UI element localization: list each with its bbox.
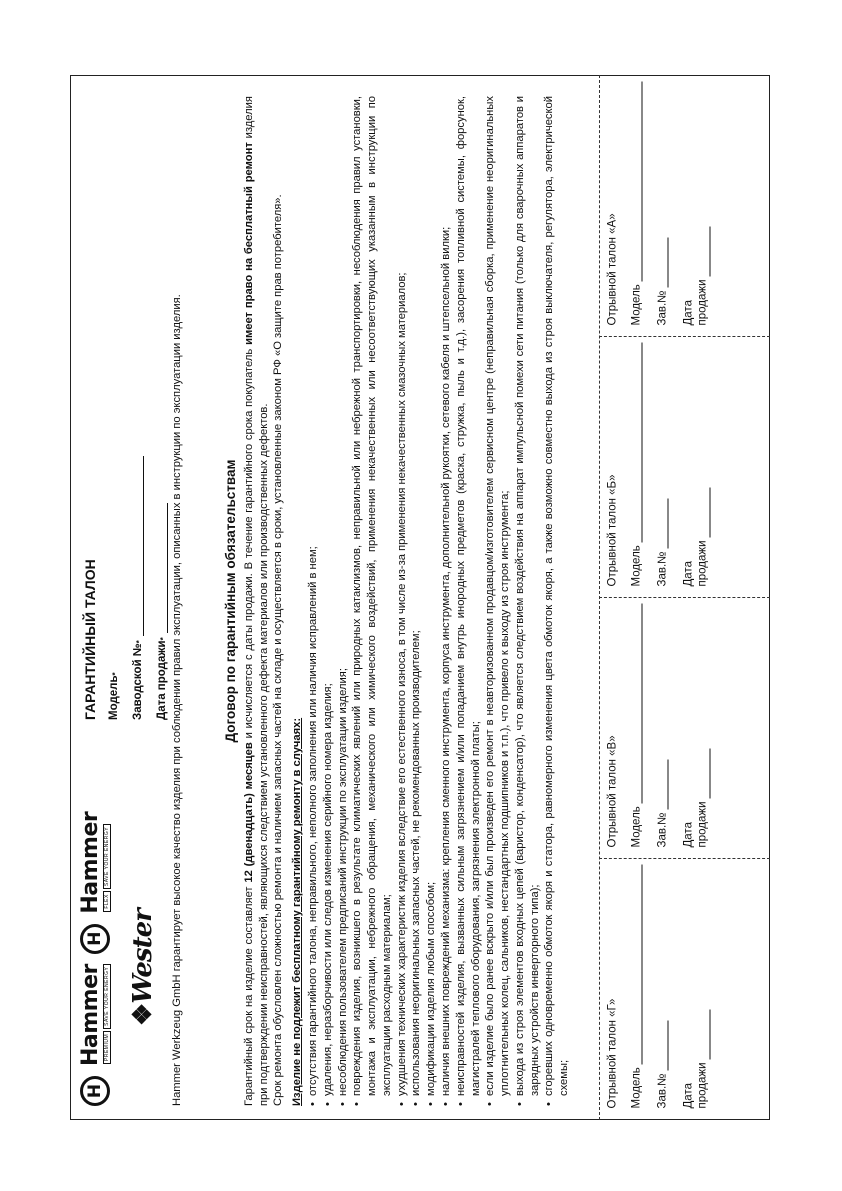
stub-b: Отрывной талон «Б» Модель Зав.№ Дата продажи [599,337,770,597]
list-item: • сгоревших одновременно обмоток якоря и статора, равномерного изменения цвета обмоток якоря, а также возможно совместно выхода из строя выключателя, регулятора, электрической схемы; [542,96,572,1106]
contract-body [222,96,572,1106]
contract-paragraph-2: Срок ремонта обусловлен сложностью ремонта и наличием запасных частей на складе и осуществляется в сроки, установленные законом РФ «О защите прав потребителя». [272,194,285,1106]
contract-paragraph-1: Гарантийный срок на изделие составляет 12 (двенадцать) месяцев и исчисляется с даты продажи. В течение гарантийного срока покупатель имеет право на бесплатный ремонт изделия при подтверждении неисправностей, являющихся следствием установленного дефекта материалов или производственных дефектов. [242,96,270,1106]
list-item: • повреждения изделия, возникшего в результате климатических явлений или природных катаклизмов, неправильной или небрежной транспортировки, несоблюдения правил установки, монтажа и эксплуатации, небрежного обращения, механического или химического воздействий, применения некачественных или несоответствующих указанным в инструкции по эксплуатации расходным материалам; [350,96,394,1106]
intro-text: Hammer Werkzeug GmbH гарантирует высокое качество изделия при соблюдении правил эксплуатации, описанных в инструкции по эксплуатации изделия. [171,294,183,1106]
stub-v: Отрывной талон «В» Модель Зав.№ Дата продажи [599,598,770,858]
hammer-flex-logo: Hammer FLEXSAVE YOUR ENERGY [78,811,110,914]
list-item: • модификации изделия любым способом; [424,96,439,1106]
brand-logos [80,806,160,1106]
date-field: Дата продажи * [156,120,168,720]
hammer-logo-icon: H [80,1076,110,1106]
list-item: • несоблюдения пользователем предписаний инструкции по эксплуатации изделия; [336,96,351,1106]
stub-a: Отрывной талон «А» Модель Зав.№ Дата продажи [599,76,770,336]
serial-field: Заводской № * [132,120,144,720]
wester-logo: ❖Wester [128,909,158,1026]
stub-g: Отрывной талон «Г» Модель Зав.№ Дата продажи [599,859,770,1119]
title-block [82,120,168,720]
list-item: • использования неоригинальных запасных частей, не рекомендованных производителем; [409,96,424,1106]
list-item: • ухудшения технических характеристик изделия вследствие его естественного износа, в том числе из-за применения некачественных смазочных материалов; [395,96,410,1106]
exclusions-list [306,96,572,1106]
list-item: • удаления, неразборчивости или следов изменения серийного номера изделия; [321,96,336,1106]
hammer-premium-logo: Hammer PREMIUMSAVE YOUR ENERGY [78,964,110,1066]
list-item: • наличия внешних повреждений механизма: крепления сменного инструмента, корпуса инструмента, дополнительной рукоятки, сетевого кабеля и штепсельной вилки; [439,96,454,1106]
exclusions-heading: Изделие не подлежит бесплатному гарантийному ремонту в случаях: [291,717,304,1106]
list-item: • выхода из строя элементов входных цепей (варистор, конденсатор), что является следствием воздействия на аппарат импульсной помехи сети питания (только для сварочных аппаратов и зарядных устройств инверторного типа); [513,96,543,1106]
list-item: • неисправностей изделия, вызванных сильным загрязнением и/или попаданием внутрь инородных предметов (краска, стружка, пыль и т.д.), засорения топливной системы, форсунок, магистралей теплового оборудования, загрязнения электронной платы; [454,96,484,1106]
list-item: • отсутствия гарантийного талона, неправильного, неполного заполнения или наличия исправлений в нем; [306,96,321,1106]
contract-heading: Договор по гарантийным обязательствам [223,459,238,743]
page-title: ГАРАНТИЙНЫЙ ТАЛОН [82,559,98,720]
hammer-logo-icon: H [80,924,110,954]
list-item: • если изделие было ранее вскрыто и/или был произведен его ремонт в неавторизованном продавцом/изготовителем сервисном центре (неправильная сборка, применение неоригинальных уплотнительных колец, сальников, нестандартных подшипников и т.п.), что привело к выходу из строя инструмента; [483,96,513,1106]
warranty-main [70,75,599,1120]
model-field: Модель * [108,672,120,720]
